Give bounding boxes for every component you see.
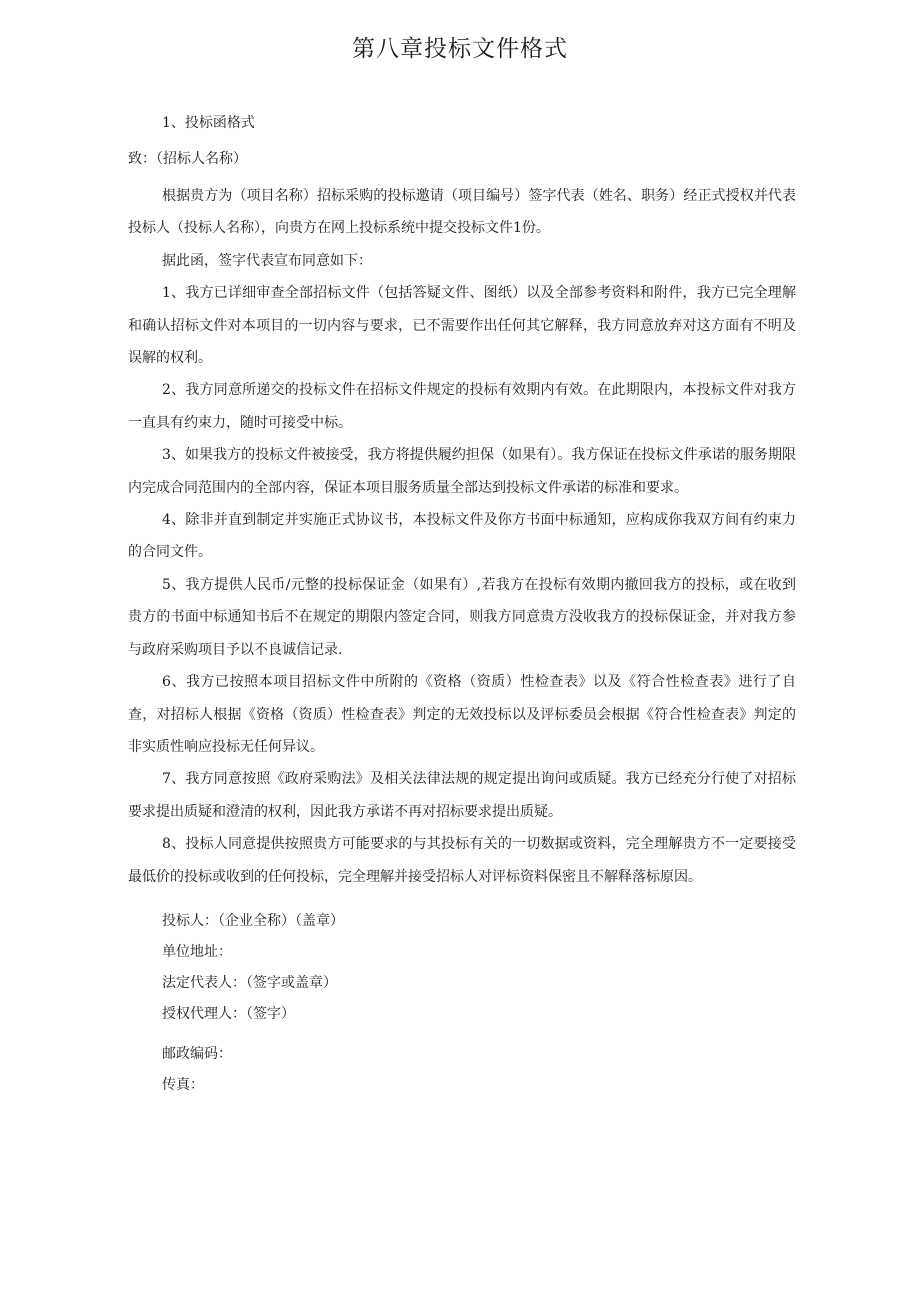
paragraph-clause-6: 6、我方已按照本项目招标文件中所附的《资格（资质）性检查表》以及《符合性检查表》进行了自查，对招标人根据《资格（资质）性检查表》判定的无效投标以及评标委员会根据《符合性检查表》判定的非实质性响应投标无任何异议。 xyxy=(128,674,796,755)
letter-body xyxy=(128,180,796,893)
paragraph-declaration: 据此函，签字代表宣布同意如下： xyxy=(162,252,372,269)
fax-line: 传真： xyxy=(162,1077,204,1093)
bidder-line: 投标人：（企业全称）（盖章） xyxy=(162,913,344,929)
legal-rep-line: 法定代表人：（签字或盖章） xyxy=(162,975,337,991)
page-title: 第八章投标文件格式 xyxy=(352,36,568,62)
signature-block xyxy=(162,910,344,1105)
agent-line: 授权代理人：（签字） xyxy=(162,1006,295,1022)
paragraph-intro: 根据贵方为（项目名称）招标采购的投标邀请（项目编号）签字代表（姓名、职务）经正式授权并代表投标人（投标人名称），向贵方在网上投标系统中提交投标文件1份。 xyxy=(128,188,796,237)
paragraph-clause-1: 1、我方已详细审查全部招标文件（包括答疑文件、图纸）以及全部参考资料和附件，我方已完全理解和确认招标文件对本项目的一切内容与要求，已不需要作出任何其它解释，我方同意放弃对这方面有不明及误解的权利。 xyxy=(128,285,796,367)
paragraph-clause-8: 8、投标人同意提供按照贵方可能要求的与其投标有关的一切数据或资料，完全理解贵方不一定要接受最低价的投标或收到的任何投标，完全理解并接受招标人对评标资料保密且不解释落标原因。 xyxy=(128,836,796,885)
addressee-line: 致：（招标人名称） xyxy=(128,151,247,167)
paragraph-clause-7: 7、我方同意按照《政府采购法》及相关法律法规的规定提出询问或质疑。我方已经充分行使了对招标要求提出质疑和澄清的权利，因此我方承诺不再对招标要求提出质疑。 xyxy=(128,771,796,820)
section-heading: 1、投标函格式 xyxy=(162,115,255,131)
paragraph-clause-5: 5、我方提供人民币/元整的投标保证金（如果有）,若我方在投标有效期内撤回我方的投标，或在收到贵方的书面中标通知书后不在规定的期限内签定合同，则我方同意贵方没收我方的投标保证金，并对我方参与政府采购项目予以不良诚信记录. xyxy=(128,576,796,658)
paragraph-clause-2: 2、我方同意所递交的投标文件在招标文件规定的投标有效期内有效。在此期限内，本投标文件对我方一直具有约束力，随时可接受中标。 xyxy=(128,382,796,431)
paragraph-clause-3: 3、如果我方的投标文件被接受，我方将提供履约担保（如果有）。我方保证在投标文件承诺的服务期限内完成合同范围内的全部内容，保证本项目服务质量全部达到投标文件承诺的标准和要求。 xyxy=(128,447,796,496)
address-line: 单位地址： xyxy=(162,944,232,960)
paragraph-clause-4: 4、除非并直到制定并实施正式协议书，本投标文件及你方书面中标通知，应构成你我双方间有约束力的合同文件。 xyxy=(128,512,796,561)
postcode-line: 邮政编码： xyxy=(162,1046,232,1062)
